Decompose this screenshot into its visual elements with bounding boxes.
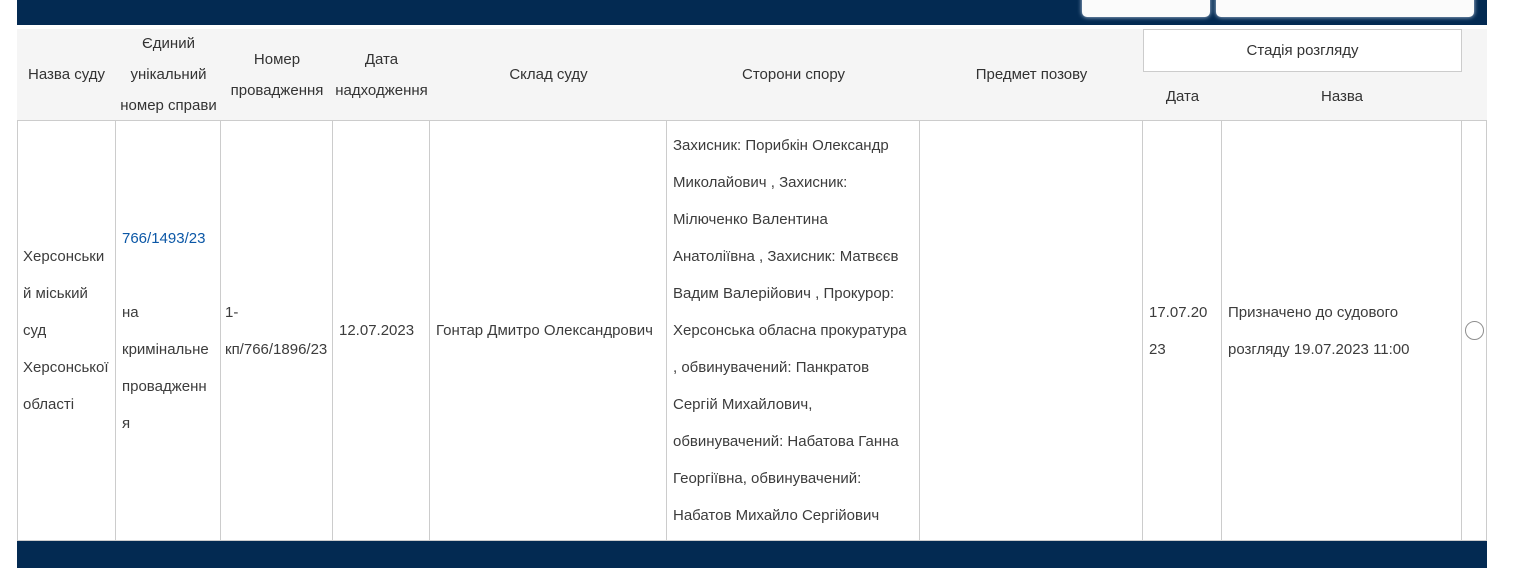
cell-judges: Гонтар Дмитро Олександрович (430, 121, 667, 540)
cell-select (1462, 121, 1487, 540)
content-area (17, 0, 1487, 568)
table-header (17, 29, 1487, 121)
header-court: Назва суду (28, 66, 105, 83)
toolbar-button-2[interactable] (1216, 0, 1474, 17)
header-stage-title: Стадія розгляду (1143, 29, 1462, 72)
header-parties: Сторони спору (741, 66, 846, 83)
bottom-bar (17, 541, 1487, 568)
select-case-radio[interactable] (1465, 321, 1484, 340)
table-row (17, 121, 1487, 541)
cell-proceeding-number: 1-кп/766/1896/23 (221, 121, 333, 540)
header-judges: Склад суду (509, 66, 588, 83)
toolbar-button-1[interactable] (1082, 0, 1210, 17)
header-proceeding-number: Номер провадження (230, 50, 324, 99)
cell-stage-date: 17.07.2023 (1143, 121, 1222, 540)
header-stage-name: Назва (1320, 87, 1364, 105)
cell-case-number (116, 121, 221, 540)
case-number-spacer (122, 257, 214, 294)
header-stage-group (1143, 29, 1487, 120)
cell-stage-name (1222, 121, 1462, 540)
header-select-column (1462, 72, 1487, 120)
header-stage-date: Дата (1165, 87, 1200, 105)
header-receipt-date: Дата надходження (335, 50, 428, 99)
header-stage-subrow (1143, 72, 1487, 120)
stage-name-text: Призначено до судового розгляду 19.07.2023 11:00 (1228, 303, 1410, 358)
case-number-link[interactable]: 766/1493/23 (122, 229, 206, 247)
cell-court: Херсонський міський суд Херсонської області (17, 121, 116, 540)
cell-receipt-date: 12.07.2023 (333, 121, 430, 540)
cell-parties: Захисник: Порибкін Олександр Миколайович , Захисник: Мілюченко Валентина Анатоліївна , Захисник: Матвєєв Вадим Валерійович , Прокурор: Херсонська обласна прокуратура , обвинувачений: Панкратов Сергій Михайлович, обвинувачений: Набатова Ганна Георгіївна, обвинувачений: Набатов Михайло Сергійович (667, 121, 920, 540)
top-toolbar (17, 0, 1487, 25)
header-case-number: Єдиний унікальний номер справи (120, 35, 217, 114)
header-claim-subject: Предмет позову (975, 66, 1088, 83)
case-type-text: на кримінальне провадження (122, 303, 209, 432)
cell-claim-subject (920, 121, 1143, 540)
